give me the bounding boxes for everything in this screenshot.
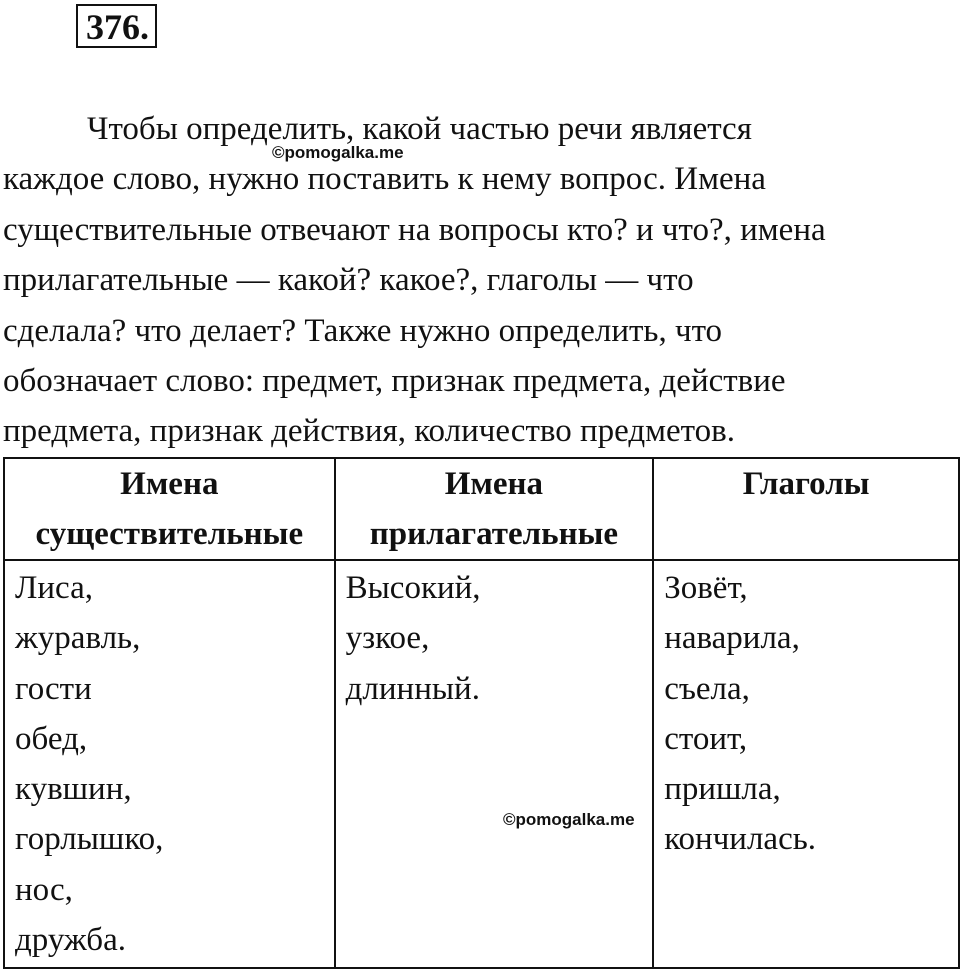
list-item: длинный. xyxy=(345,670,480,707)
verbs-cell xyxy=(653,560,959,968)
list-item: нос, xyxy=(15,871,73,908)
list-item: Лиса, xyxy=(15,570,93,606)
paragraph-line: сделала? что делает? Также нужно определить, что xyxy=(3,312,723,349)
watermark: ©pomogalka.me xyxy=(272,143,404,162)
list-item: Зовёт, xyxy=(664,570,748,606)
list-item: Высокий, xyxy=(345,570,481,606)
header-line: Имена xyxy=(120,466,219,502)
list-item: кончилась. xyxy=(664,821,817,858)
table-header-row xyxy=(4,458,959,560)
table-row xyxy=(4,560,959,968)
list-item: дружба. xyxy=(15,922,126,959)
header-verbs xyxy=(653,458,959,560)
task-number-box xyxy=(76,4,157,48)
list-item: горлышко, xyxy=(15,821,164,858)
list-item: наварила, xyxy=(664,620,800,657)
header-line: Имена xyxy=(444,466,544,502)
list-item: стоит, xyxy=(664,720,748,757)
nouns-cell xyxy=(4,560,335,968)
parts-of-speech-table xyxy=(3,457,960,969)
header-line: прилагательные xyxy=(369,516,619,552)
list-item: пришла, xyxy=(664,771,781,808)
paragraph-line: прилагательные — какой? какое?, глаголы — что xyxy=(3,262,694,299)
paragraph-line: Чтобы определить, какой частью речи является xyxy=(87,111,752,147)
watermark: ©pomogalka.me xyxy=(503,810,635,829)
list-item: журавль, xyxy=(15,620,141,657)
list-item: обед, xyxy=(15,720,88,757)
header-line: существительные xyxy=(35,516,304,552)
list-item: кувшин, xyxy=(15,771,132,808)
adjectives-cell xyxy=(335,560,654,968)
paragraph-line: существительные отвечают на вопросы кто? и что?, имена xyxy=(3,211,826,248)
explanation-paragraph xyxy=(3,104,953,457)
header-line: Глаголы xyxy=(742,466,870,502)
list-item: съела, xyxy=(664,670,750,707)
task-number: 376. xyxy=(86,7,149,47)
header-nouns xyxy=(4,458,335,560)
paragraph-line: каждое слово, нужно поставить к нему вопрос. Имена xyxy=(3,161,766,198)
paragraph-line: предмета, признак действия, количество предметов. xyxy=(3,413,735,450)
list-item: гости xyxy=(15,670,92,707)
list-item: узкое, xyxy=(345,620,430,657)
header-adjectives xyxy=(335,458,654,560)
paragraph-line: обозначает слово: предмет, признак предмета, действие xyxy=(3,363,786,400)
